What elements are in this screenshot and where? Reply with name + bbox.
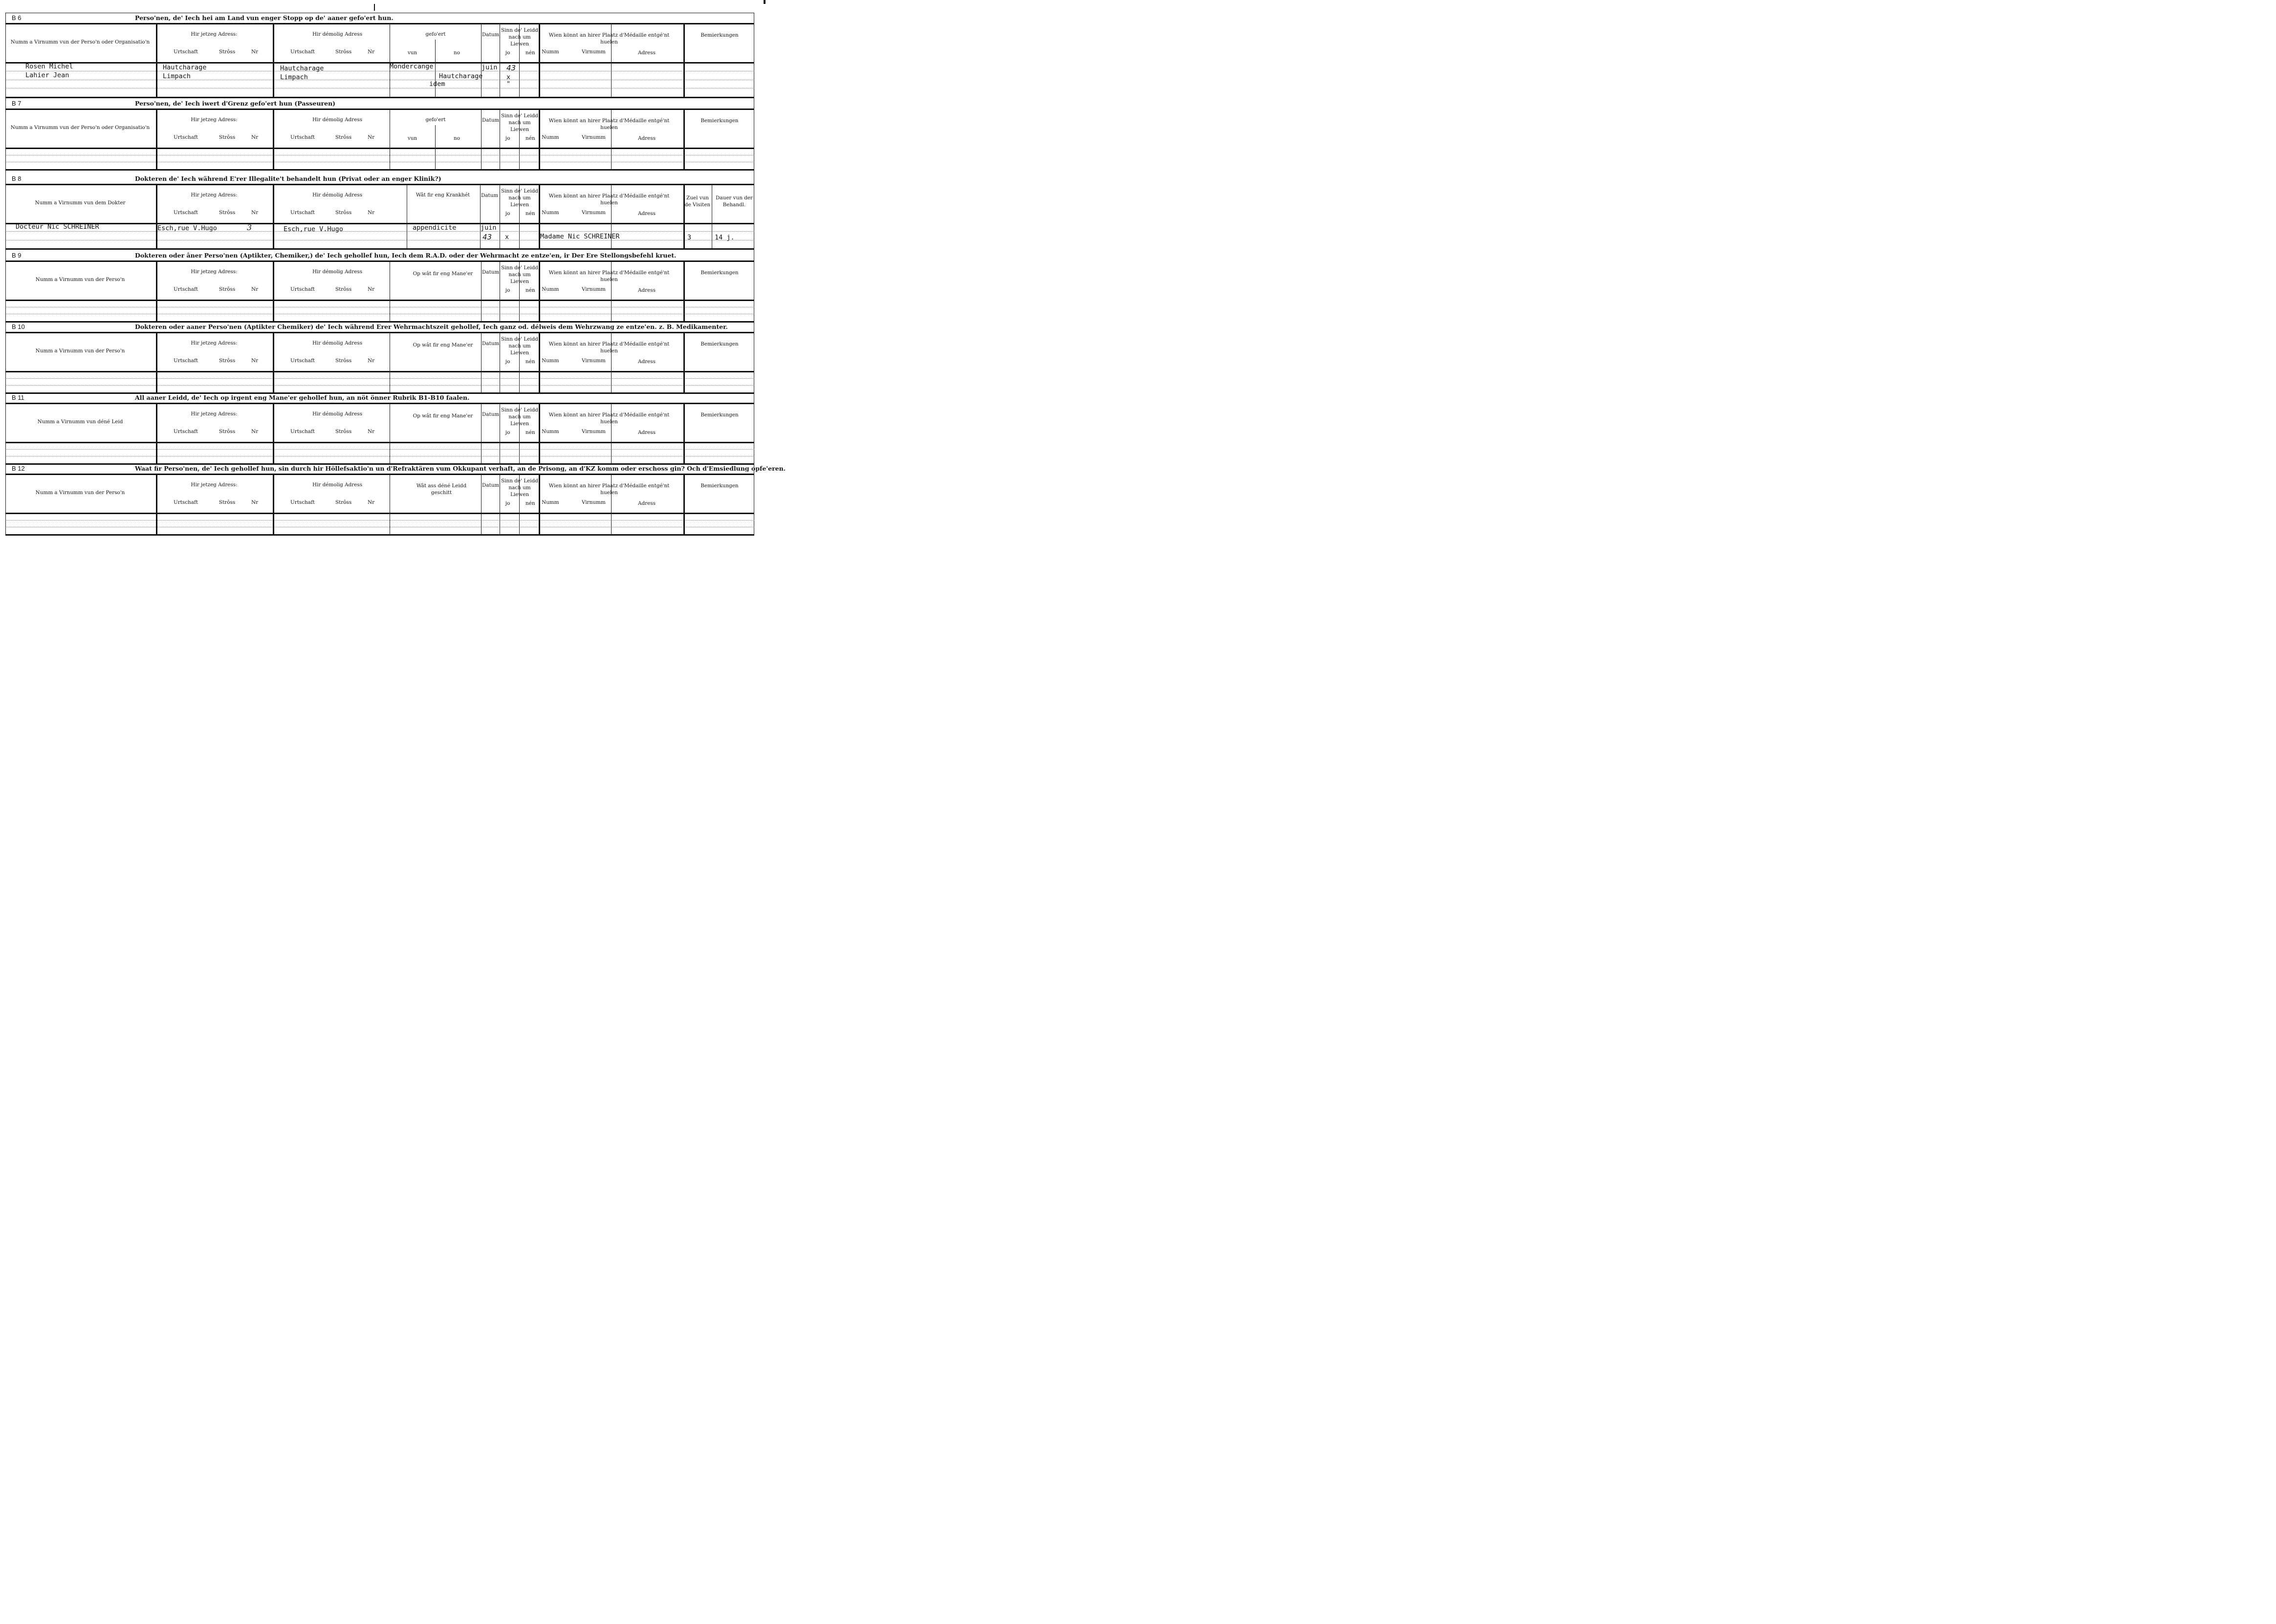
urtschaft-label: Urtschaft <box>174 499 198 505</box>
medaille-numm-label: Numm <box>542 49 559 55</box>
jo-label: jo <box>505 287 510 293</box>
nen-label: nén <box>525 50 535 56</box>
name-column-header: Numm a Virnumm vun der Perso'n <box>35 277 125 282</box>
datum-header: Datum <box>481 193 499 198</box>
column-divider <box>273 332 274 392</box>
section-code: B 8 <box>12 175 22 182</box>
entry-current-place: Hautcharage <box>163 64 207 71</box>
stross-label: Strôss <box>219 286 236 292</box>
section-bottom-rule <box>5 169 754 171</box>
medaille-virnumm-label: Virnumm <box>582 210 606 216</box>
header-bottom-rule <box>5 148 754 149</box>
column-divider <box>539 332 540 392</box>
medaille-numm-label: Numm <box>542 134 559 140</box>
remarks-header: Bemierkungen <box>700 483 739 489</box>
former-address-header: Hir démolig Adress <box>312 482 363 488</box>
nen-label: nén <box>525 135 535 141</box>
nr-label: Nr <box>368 49 375 55</box>
jo-label: jo <box>505 135 510 141</box>
entry-alive-yes: x <box>505 233 509 241</box>
medaille-adress-label: Adress <box>638 430 656 435</box>
jo-label: jo <box>505 50 510 56</box>
column-divider <box>683 474 685 534</box>
stross-label: Strôss <box>219 499 236 505</box>
datum-header: Datum <box>482 411 500 417</box>
datum-header: Datum <box>482 482 500 488</box>
section-code: B 11 <box>12 394 24 401</box>
urtschaft-label: Urtschaft <box>174 286 198 292</box>
medaille-virnumm-label: Virnumm <box>582 499 606 505</box>
section-code: B 12 <box>12 465 25 472</box>
section-title: Perso'nen, de' Iech iwert d'Grenz gefo'ert hun (Passeuren) <box>135 100 336 107</box>
entry-transport-from: Mondercange <box>390 63 434 70</box>
stross-label: Strôss <box>335 429 352 434</box>
nr-label: Nr <box>251 210 259 216</box>
medaille-virnumm-label: Virnumm <box>582 358 606 364</box>
fate-header: Wât ass déné Leidd geschitt <box>416 483 467 496</box>
no-label: no <box>454 135 460 141</box>
current-address-header: Hir jetzeg Adress: <box>191 482 238 488</box>
urtschaft-label: Urtschaft <box>290 429 315 434</box>
column-divider <box>683 261 685 321</box>
nr-label: Nr <box>368 429 375 434</box>
stross-label: Strôss <box>219 49 236 55</box>
name-column-header: Numm a Virnumm vun déné Leid <box>37 419 123 425</box>
entry-medaille-name: Madame Nic SCHREINER <box>540 233 620 240</box>
header-bottom-rule <box>5 371 754 372</box>
column-divider <box>273 474 274 534</box>
column-divider <box>156 332 157 392</box>
disease-header: Wât fir eng Krankhét <box>416 192 470 198</box>
entry-date: juin <box>481 224 497 232</box>
nr-label: Nr <box>251 286 259 292</box>
medaille-adress-label: Adress <box>638 500 656 506</box>
entry-former-address: Esch,rue V.Hugo <box>284 225 343 233</box>
medaille-adress-label: Adress <box>638 50 656 56</box>
vun-label: vun <box>408 135 417 141</box>
section-code: B 10 <box>12 323 25 330</box>
method-header: Op wât fir eng Mane'er <box>413 271 473 277</box>
urtschaft-label: Urtschaft <box>174 210 198 216</box>
medaille-adress-label: Adress <box>638 211 656 217</box>
stross-label: Strôss <box>335 358 352 364</box>
entry-duration: 14 j. <box>715 234 735 241</box>
column-divider <box>156 403 157 463</box>
entry-current-address: Esch,rue V.Hugo <box>157 224 217 232</box>
method-header: Op wât fir eng Mane'er <box>413 413 473 419</box>
current-address-header: Hir jetzeg Adress: <box>191 340 238 346</box>
duration-header: Dauer vun der Behandl. <box>716 195 753 208</box>
name-column-header: Numm a Virnumm vun der Perso'n <box>35 348 125 354</box>
section-bottom-rule <box>5 534 754 536</box>
column-divider <box>480 184 481 248</box>
column-divider <box>156 474 157 534</box>
alive-header: Sinn de' Leidd nach um Liewen <box>501 113 538 132</box>
nr-label: Nr <box>251 49 259 55</box>
edge-mark <box>764 0 766 4</box>
entry-doctor-name: Docteur Nic SCHREINER <box>16 223 99 231</box>
stross-label: Strôss <box>219 210 236 216</box>
stross-label: Strôss <box>335 49 352 55</box>
vun-label: vun <box>408 50 417 56</box>
nr-label: Nr <box>368 358 375 364</box>
datum-header: Datum <box>482 32 500 38</box>
section-code: B 9 <box>12 252 22 259</box>
stross-label: Strôss <box>219 429 236 434</box>
section-title: Perso'nen, de' Iech hei am Land vun enger Stopp op de' aaner gefo'ert hun. <box>135 14 394 22</box>
current-address-header: Hir jetzeg Adress: <box>191 192 238 198</box>
entry-former-place: Limpach <box>280 73 308 81</box>
column-divider <box>539 474 540 534</box>
header-bottom-rule <box>5 513 754 514</box>
section-title: All aaner Leidd, de' Iech op irgent eng Mane'er gehollef hun, an nöt önner Rubrik B1-B10 faalen. <box>135 394 470 401</box>
urtschaft-label: Urtschaft <box>174 358 198 364</box>
column-divider <box>273 109 274 169</box>
column-divider <box>435 40 436 97</box>
former-address-header: Hir démolig Adress <box>312 340 363 346</box>
stross-label: Strôss <box>335 499 352 505</box>
remarks-header: Bemierkungen <box>700 118 739 124</box>
section-title: Dokteren de' Iech während E'rer Illegalite't behandelt hun (Privat oder an enger Klinik?) <box>135 175 441 182</box>
section-bottom-rule <box>5 248 754 250</box>
registration-form-page <box>0 0 786 547</box>
urtschaft-label: Urtschaft <box>290 49 315 55</box>
medaille-header: Wien könnt an hirer Plaatz d'Médaille entgé'nt huelen <box>548 193 670 206</box>
former-address-header: Hir démolig Adress <box>312 411 363 417</box>
entry-name: Lahier Jean <box>25 71 69 79</box>
name-column-header: Numm a Virnumm vun der Perso'n oder Organisatio'n <box>10 125 150 130</box>
former-address-header: Hir démolig Adress <box>312 192 363 198</box>
entry-guide-line <box>5 378 754 379</box>
urtschaft-label: Urtschaft <box>290 358 315 364</box>
medaille-virnumm-label: Virnumm <box>582 134 606 140</box>
header-bottom-rule <box>5 300 754 301</box>
section-bottom-rule <box>5 97 754 98</box>
entry-guide-line <box>5 385 754 386</box>
entry-transport-to: Hautcharage <box>439 72 483 80</box>
column-divider <box>683 332 685 392</box>
medaille-header: Wien könnt an hirer Plaatz d'Médaille entgé'nt huelen <box>548 118 670 130</box>
entry-guide-line <box>5 449 754 450</box>
nr-label: Nr <box>368 134 375 140</box>
medaille-virnumm-label: Virnumm <box>582 49 606 55</box>
jo-label: jo <box>505 430 510 435</box>
nr-label: Nr <box>368 210 375 216</box>
column-divider <box>539 109 540 169</box>
column-divider <box>683 184 685 248</box>
gefoert-header: gefo'ert <box>425 31 446 37</box>
medaille-numm-label: Numm <box>542 286 559 292</box>
medaille-header: Wien könnt an hirer Plaatz d'Médaille entgé'nt huelen <box>548 32 670 45</box>
stross-label: Strôss <box>335 286 352 292</box>
column-divider <box>435 125 436 169</box>
medaille-header: Wien könnt an hirer Plaatz d'Médaille entgé'nt huelen <box>548 270 670 282</box>
nen-label: nén <box>525 359 535 365</box>
current-address-header: Hir jetzeg Adress: <box>191 31 238 37</box>
section-header-rule <box>5 23 754 24</box>
section-code: B 7 <box>12 100 22 107</box>
datum-header: Datum <box>482 269 500 275</box>
remarks-header: Bemierkungen <box>700 341 739 347</box>
entry-alive-yes: " <box>506 80 511 88</box>
current-address-header: Hir jetzeg Adress: <box>191 269 238 275</box>
nen-label: nén <box>525 500 535 506</box>
stross-label: Strôss <box>219 358 236 364</box>
nr-label: Nr <box>251 134 259 140</box>
former-address-header: Hir démolig Adress <box>312 269 363 275</box>
column-divider <box>683 23 685 97</box>
medaille-numm-label: Numm <box>542 499 559 505</box>
alive-header: Sinn de' Leidd nach um Liewen <box>501 27 538 47</box>
section-header-rule <box>5 108 754 110</box>
alive-header: Sinn de' Leidd nach um Liewen <box>501 478 538 498</box>
current-address-header: Hir jetzeg Adress: <box>191 411 238 417</box>
no-label: no <box>454 50 460 56</box>
binding-mark <box>374 4 375 11</box>
column-divider <box>273 23 274 97</box>
column-divider <box>273 184 274 248</box>
entry-current-place: Limpach <box>163 72 191 80</box>
urtschaft-label: Urtschaft <box>290 134 315 140</box>
alive-header: Sinn de' Leidd nach um Liewen <box>501 265 538 284</box>
urtschaft-label: Urtschaft <box>290 210 315 216</box>
entry-current-nr: 3 <box>247 223 252 232</box>
urtschaft-label: Urtschaft <box>290 499 315 505</box>
remarks-header: Bemierkungen <box>700 270 739 276</box>
entry-former-place: Hautcharage <box>280 65 324 72</box>
jo-label: jo <box>505 211 510 217</box>
medaille-header: Wien könnt an hirer Plaatz d'Médaille entgé'nt huelen <box>548 341 670 354</box>
entry-date: juin <box>481 64 498 71</box>
visits-header: Zuel vun de Visiten <box>684 195 711 208</box>
nen-label: nén <box>525 430 535 435</box>
medaille-header: Wien könnt an hirer Plaatz d'Médaille entgé'nt huelen <box>548 412 670 425</box>
urtschaft-label: Urtschaft <box>174 134 198 140</box>
section-bottom-rule <box>5 321 754 323</box>
entry-guide-line <box>5 231 754 232</box>
nen-label: nén <box>525 211 535 217</box>
remarks-header: Bemierkungen <box>700 412 739 418</box>
entry-date: 43 <box>482 233 492 241</box>
stross-label: Strôss <box>335 134 352 140</box>
section-header-rule <box>5 260 754 262</box>
medaille-numm-label: Numm <box>542 210 559 216</box>
jo-label: jo <box>505 359 510 365</box>
column-divider <box>156 184 157 248</box>
medaille-numm-label: Numm <box>542 429 559 434</box>
former-address-header: Hir démolig Adress <box>312 117 363 123</box>
medaille-virnumm-label: Virnumm <box>582 286 606 292</box>
nr-label: Nr <box>368 499 375 505</box>
column-divider <box>539 403 540 463</box>
header-bottom-rule <box>5 442 754 443</box>
column-divider <box>539 23 540 97</box>
datum-header: Datum <box>482 341 500 346</box>
former-address-header: Hir démolig Adress <box>312 31 363 37</box>
column-divider <box>683 109 685 169</box>
nr-label: Nr <box>251 358 259 364</box>
column-divider <box>156 23 157 97</box>
section-header-rule <box>5 332 754 333</box>
nr-label: Nr <box>251 429 259 434</box>
column-divider <box>273 403 274 463</box>
column-divider <box>156 109 157 169</box>
nr-label: Nr <box>368 286 375 292</box>
column-divider <box>683 403 685 463</box>
urtschaft-label: Urtschaft <box>290 286 315 292</box>
current-address-header: Hir jetzeg Adress: <box>191 117 238 123</box>
section-header-rule <box>5 184 754 185</box>
medaille-virnumm-label: Virnumm <box>582 429 606 434</box>
entry-alive-yes: 43 <box>506 64 516 72</box>
column-divider <box>156 261 157 321</box>
medaille-adress-label: Adress <box>638 135 656 141</box>
column-divider <box>539 261 540 321</box>
section-title: Waat fir Perso'nen, de' Iech gehollef hun, sin durch hir Höllefsaktio'n un d'Refraktären vum Okkupant verhaft, an de Prisong, an d'KZ komm oder erschoss gin? Och d'Emsiedlung opfe'eren. <box>135 465 786 472</box>
urtschaft-label: Urtschaft <box>174 429 198 434</box>
jo-label: jo <box>505 500 510 506</box>
section-title: Dokteren oder âner Perso'nen (Aptikter, Chemiker,) de' Iech gehollef hun, Iech dem R.A.D. oder der Wehrmacht ze entze'en, ir Der Ere Stellongsbefehl kruet. <box>135 252 677 259</box>
alive-header: Sinn de' Leidd nach um Liewen <box>501 188 538 208</box>
name-column-header: Numm a Virnumm vun der Perso'n <box>35 490 125 496</box>
section-title: Dokteren oder aaner Perso'nen (Aptikter Chemiker) de' Iech während Erer Wehrmachtszeit gehollef, Iech ganz od. délweis dem Wehrzwang ze entze'en. z. B. Medikamenter. <box>135 323 728 330</box>
stross-label: Strôss <box>335 210 352 216</box>
entry-disease: appendicite <box>413 224 457 232</box>
section-code: B 6 <box>12 14 22 22</box>
nr-label: Nr <box>251 499 259 505</box>
medaille-numm-label: Numm <box>542 358 559 364</box>
method-header: Op wât fir eng Mane'er <box>413 342 473 348</box>
entry-alive-yes: x <box>506 73 511 81</box>
header-bottom-rule <box>5 62 754 64</box>
alive-header: Sinn de' Leidd nach um Liewen <box>501 407 538 427</box>
section-header-rule <box>5 474 754 475</box>
nen-label: nén <box>525 287 535 293</box>
gefoert-header: gefo'ert <box>425 117 446 123</box>
medaille-adress-label: Adress <box>638 287 656 293</box>
stross-label: Strôss <box>219 134 236 140</box>
column-divider <box>273 261 274 321</box>
name-column-header: Numm a Virnumm vun der Perso'n oder Organisatio'n <box>10 39 150 45</box>
medaille-adress-label: Adress <box>638 359 656 365</box>
datum-header: Datum <box>482 117 500 123</box>
alive-header: Sinn de' Leidd nach um Liewen <box>501 336 538 356</box>
medaille-header: Wien könnt an hirer Plaatz d'Médaille entgé'nt huelen <box>548 483 670 496</box>
entry-visits: 3 <box>687 234 692 241</box>
entry-idem: idem <box>429 80 445 88</box>
entry-name: Rosen Michel <box>25 63 73 70</box>
urtschaft-label: Urtschaft <box>174 49 198 55</box>
header-bottom-rule <box>5 223 754 224</box>
section-header-rule <box>5 403 754 404</box>
remarks-header: Bemierkungen <box>700 32 739 38</box>
name-column-header: Numm a Virnumm vun dem Dokter <box>35 200 126 206</box>
